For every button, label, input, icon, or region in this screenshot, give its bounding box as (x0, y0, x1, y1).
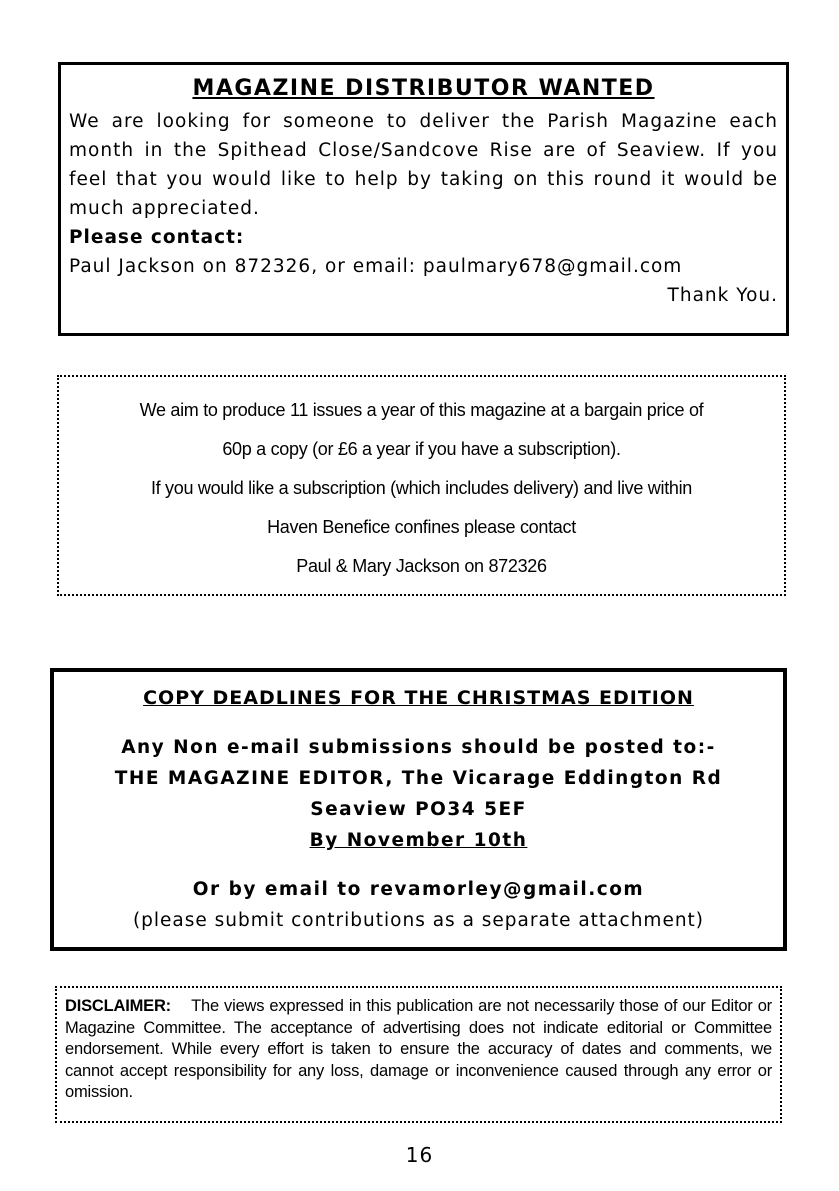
distributor-title: MAGAZINE DISTRIBUTOR WANTED (192, 76, 655, 101)
disclaimer-box (55, 986, 782, 1123)
deadlines-post-line: Any Non e-mail submissions should be posted to:- (121, 737, 716, 758)
disclaimer-spacer (176, 997, 186, 1015)
distributor-body: We are looking for someone to deliver the Parish Magazine each month in the Spithead Close/Sandcove Rise are of Seaview. If you feel that you would like to help by taking on this round it would be much appreciated. (69, 111, 778, 219)
deadlines-note: (please submit contributions as a separate attachment) (132, 910, 705, 931)
deadlines-spacer (54, 856, 783, 874)
subscription-line: 60p a copy (or £6 a year if you have a subscription). (222, 439, 621, 459)
disclaimer-label: DISCLAIMER: (65, 997, 171, 1015)
distributor-wanted-box (58, 62, 789, 336)
subscription-line: We aim to produce 11 issues a year of this magazine at a bargain price of (139, 400, 704, 420)
deadlines-title: COPY DEADLINES FOR THE CHRISTMAS EDITION (143, 687, 694, 709)
deadlines-email-line: Or by email to revamorley@gmail.com (192, 879, 645, 900)
distributor-contact-line: Paul Jackson on 872326, or email: paulmary678@gmail.com (69, 256, 683, 277)
page-number: 16 (405, 1143, 434, 1167)
distributor-thanks: Thank You. (667, 285, 778, 306)
subscription-line: Paul & Mary Jackson on 872326 (296, 556, 547, 576)
deadlines-date: By November 10th (309, 830, 528, 851)
subscription-line: If you would like a subscription (which includes delivery) and live within (150, 478, 693, 498)
distributor-contact-label: Please contact: (69, 227, 245, 248)
disclaimer-text: The views expressed in this publication are not necessarily those of our Editor or Magazine Committee. The acceptance of advertising does not indicate editorial or Committee endorsement. While every effort is taken to ensure the accuracy of dates and comments, we cannot accept responsibility for any loss, damage or inconvenience caused through any error or omission. (65, 997, 772, 1101)
subscription-box (57, 375, 786, 596)
deadlines-address-line2: Seaview PO34 5EF (310, 799, 527, 820)
copy-deadlines-box (50, 668, 787, 951)
subscription-line: Haven Benefice confines please contact (267, 517, 576, 537)
deadlines-address-line1: THE MAGAZINE EDITOR, The Vicarage Eddington Rd (114, 768, 723, 789)
